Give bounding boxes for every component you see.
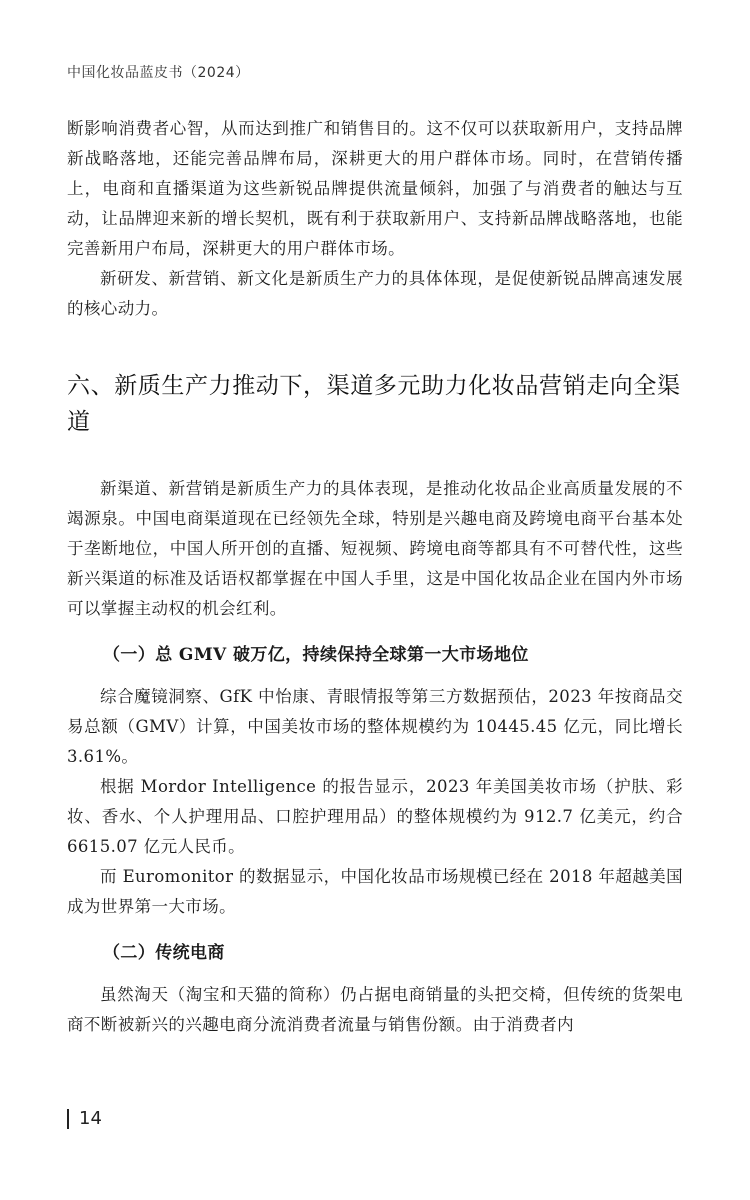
body-paragraph: 新研发、新营销、新文化是新质生产力的具体体现，是促使新锐品牌高速发展的核心动力。	[67, 269, 683, 318]
running-header: 中国化妆品蓝皮书（2024）	[67, 65, 250, 81]
subsection-heading: （一）总 GMV 破万亿，持续保持全球第一大市场地位	[103, 645, 529, 665]
body-paragraph: 根据 Mordor Intelligence 的报告显示，2023 年美国美妆市场（护肤、彩妆、香水、个人护理用品、口腔护理用品）的整体规模约为 912.7 亿美元，约合 6615.07 亿元人民币。	[67, 777, 683, 856]
page-content	[67, 114, 683, 1040]
section-heading: 六、新质生产力推动下，渠道多元助力化妆品营销走向全渠道	[67, 373, 681, 435]
body-paragraph: 综合魔镜洞察、GfK 中怡康、青眼情报等第三方数据预估，2023 年按商品交易总额（GMV）计算，中国美妆市场的整体规模约为 10445.45 亿元，同比增长 3.61%。	[67, 687, 683, 766]
page-footer	[67, 1108, 102, 1129]
footer-divider-bar	[67, 1109, 69, 1129]
body-paragraph: 新渠道、新营销是新质生产力的具体表现，是推动化妆品企业高质量发展的不竭源泉。中国电商渠道现在已经领先全球，特别是兴趣电商及跨境电商平台基本处于垄断地位，中国人所开创的直播、短视频、跨境电商等都具有不可替代性，这些新兴渠道的标准及话语权都掌握在中国人手里，这是中国化妆品企业在国内外市场可以掌握主动权的机会红利。	[67, 479, 683, 618]
subsection-heading: （二）传统电商	[103, 943, 225, 963]
body-paragraph: 虽然淘天（淘宝和天猫的简称）仍占据电商销量的头把交椅，但传统的货架电商不断被新兴的兴趣电商分流消费者流量与销售份额。由于消费者内	[67, 985, 683, 1034]
body-paragraph: 断影响消费者心智，从而达到推广和销售目的。这不仅可以获取新用户，支持品牌新战略落地，还能完善品牌布局，深耕更大的用户群体市场。同时，在营销传播上，电商和直播渠道为这些新锐品牌提供流量倾斜，加强了与消费者的触达与互动，让品牌迎来新的增长契机，既有利于获取新用户、支持新品牌战略落地，也能完善新用户布局，深耕更大的用户群体市场。	[67, 119, 683, 258]
page-number: 14	[79, 1108, 102, 1129]
body-paragraph: 而 Euromonitor 的数据显示，中国化妆品市场规模已经在 2018 年超越美国成为世界第一大市场。	[67, 867, 683, 916]
